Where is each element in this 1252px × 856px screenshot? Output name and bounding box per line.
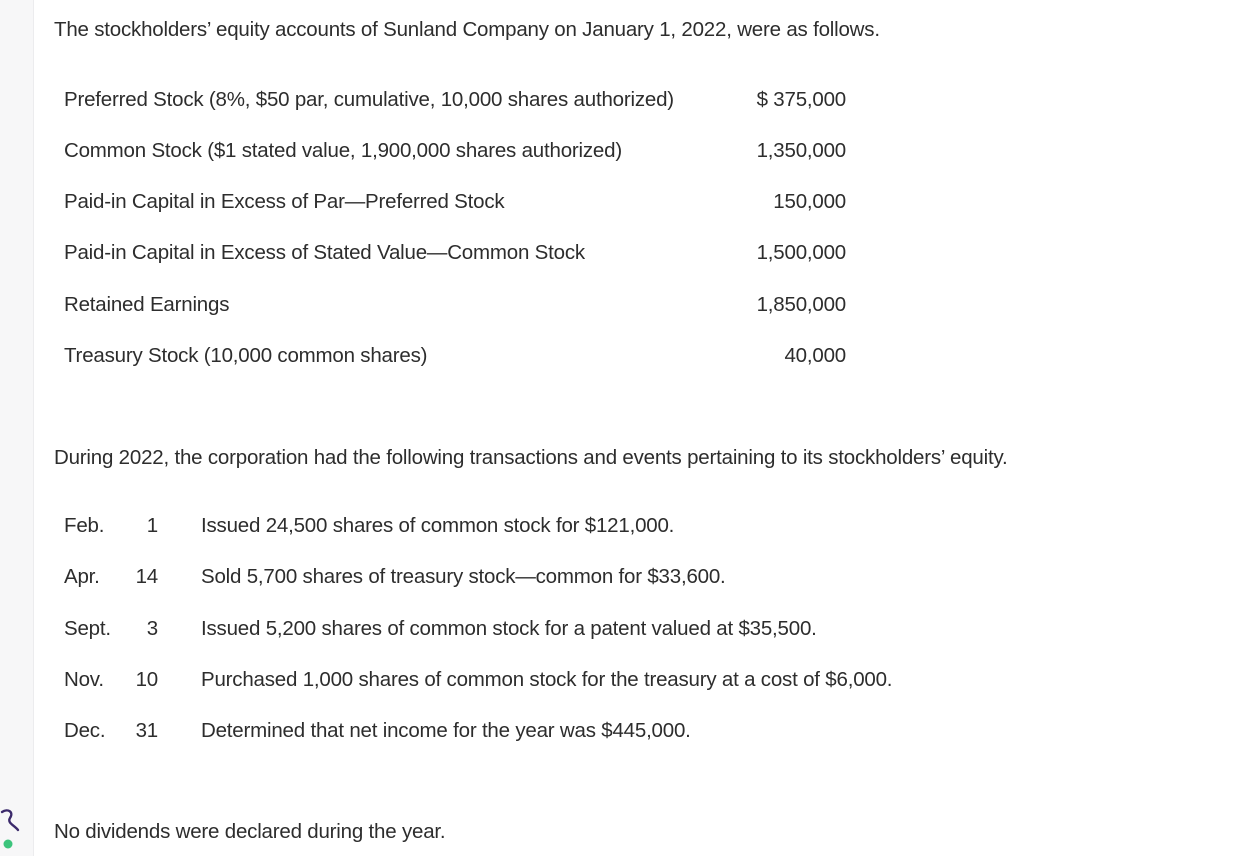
transaction-day: 10 bbox=[135, 668, 158, 691]
closing-text: No dividends were declared during the year. bbox=[54, 820, 446, 843]
transaction-row bbox=[64, 617, 1164, 647]
transaction-month: Dec. bbox=[64, 719, 106, 742]
account-row bbox=[64, 139, 846, 169]
account-label: Paid-in Capital in Excess of Stated Value—Common Stock bbox=[64, 241, 585, 264]
account-amount: 1,500,000 bbox=[756, 241, 846, 264]
account-row bbox=[64, 241, 846, 271]
during-text: During 2022, the corporation had the following transactions and events pertaining to its stockholders’ equity. bbox=[54, 446, 1008, 469]
transaction-row bbox=[64, 719, 1164, 749]
account-row bbox=[64, 344, 846, 374]
account-amount: 1,850,000 bbox=[756, 293, 846, 316]
transaction-description: Purchased 1,000 shares of common stock for the treasury at a cost of $6,000. bbox=[201, 668, 893, 691]
transaction-day: 1 bbox=[146, 514, 158, 537]
transaction-description: Issued 24,500 shares of common stock for $121,000. bbox=[201, 514, 675, 537]
transaction-day: 3 bbox=[146, 617, 158, 640]
problem-content bbox=[54, 0, 1234, 856]
account-row bbox=[64, 293, 846, 323]
transaction-month: Nov. bbox=[64, 668, 104, 691]
transaction-description: Sold 5,700 shares of treasury stock—common for $33,600. bbox=[201, 565, 726, 588]
account-label: Retained Earnings bbox=[64, 293, 230, 316]
transaction-month: Apr. bbox=[64, 565, 100, 588]
left-rail bbox=[0, 0, 34, 856]
account-row bbox=[64, 190, 846, 220]
assistant-logo-icon[interactable] bbox=[0, 806, 30, 856]
account-amount: 150,000 bbox=[773, 190, 846, 213]
transaction-description: Issued 5,200 shares of common stock for a patent valued at $35,500. bbox=[201, 617, 817, 640]
transaction-description: Determined that net income for the year was $445,000. bbox=[201, 719, 691, 742]
transaction-row bbox=[64, 668, 1164, 698]
transaction-day: 31 bbox=[135, 719, 158, 742]
account-label: Common Stock ($1 stated value, 1,900,000 shares authorized) bbox=[64, 139, 622, 162]
account-label: Paid-in Capital in Excess of Par—Preferred Stock bbox=[64, 190, 505, 213]
transaction-month: Sept. bbox=[64, 617, 111, 640]
transaction-row bbox=[64, 565, 1164, 595]
account-row bbox=[64, 88, 846, 118]
account-amount: $ 375,000 bbox=[756, 88, 846, 111]
transaction-month: Feb. bbox=[64, 514, 105, 537]
account-label: Preferred Stock (8%, $50 par, cumulative, 10,000 shares authorized) bbox=[64, 88, 674, 111]
account-amount: 1,350,000 bbox=[756, 139, 846, 162]
transaction-row bbox=[64, 514, 1164, 544]
account-label: Treasury Stock (10,000 common shares) bbox=[64, 344, 428, 367]
account-amount: 40,000 bbox=[784, 344, 846, 367]
intro-text: The stockholders’ equity accounts of Sunland Company on January 1, 2022, were as follows. bbox=[54, 18, 880, 41]
transaction-day: 14 bbox=[135, 565, 158, 588]
